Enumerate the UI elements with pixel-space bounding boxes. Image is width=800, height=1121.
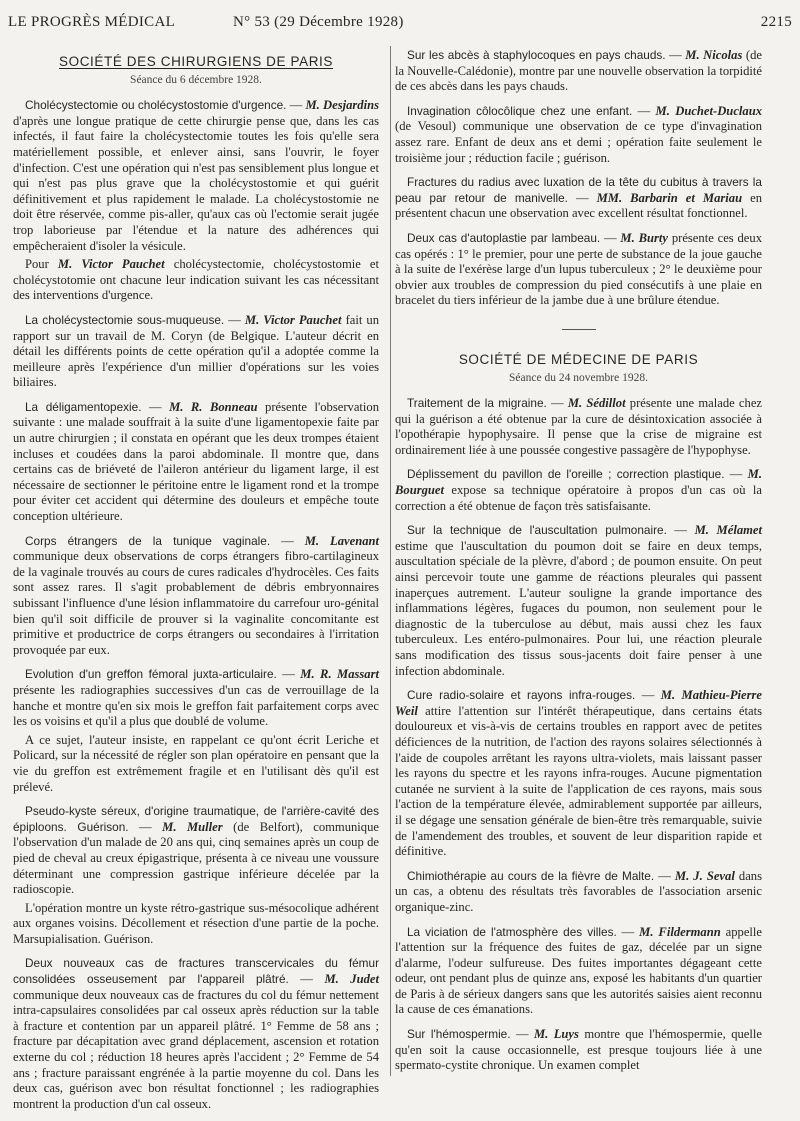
article-author: M. R. Massart	[300, 667, 380, 682]
page-header	[8, 14, 796, 34]
article-title: Chimiothérapie au cours de la fièvre de Malte.	[407, 868, 655, 883]
column-divider	[390, 46, 391, 1076]
section-separator	[562, 329, 596, 330]
article-title: Sur l'hémospermie.	[407, 1027, 511, 1042]
article-author: M. Desjardins	[305, 98, 380, 113]
article-text: d'après une longue pratique de cette chirurgie pense que, dans les cas infectés, il faut faire la cholécystectomie toutes les fois qu'elle sera matériellement possible, et enlever ainsi, sans l'ouvrir, le foyer d'infection. C'est une opération qui n'est pas sensiblement plus longue et qui n'est pas plus grave que la cholécystostomie et qui guérit définitivement et plus rapidement le malade. La cholécystostomie ne doit être réservée, comme pis-aller, qu'aux cas où l'ectomie serait jugée trop laborieuse par l'étendue et la nature des adhérences qui empêcheraient d'isoler la vésicule.	[13, 113, 379, 253]
article-title: Evolution d'un greffon fémoral juxta-articulaire.	[25, 667, 277, 682]
article: La viciation de l'atmosphère des villes. — M. Fildermann appelle l'attention sur la fréquence des fuites de gaz, décelée par un signe d'alarme, l'odeur sulfureuse. Des fuites importantes dégageant cette odeur, ont pendant plus de quinze ans, exposé les habitants d'un quartier de Paris à de sérieux dangers sans que les autorités saisies aient reconnu la cause de ces émanations.	[395, 924, 763, 1017]
article-title: Corps étrangers de la tunique vaginale.	[25, 533, 271, 548]
society-title: SOCIÉTÉ DES CHIRURGIENS DE PARIS	[59, 54, 333, 69]
article-text: montre que l'hémospermie, quelle qu'en soit la cause occasionnelle, est presque toujours liée à une spermato-cystite chronique. Un examen complet	[395, 1027, 762, 1073]
article-author: M. Luys	[533, 1027, 579, 1042]
article-text: en présentent chacun une observation avec excellent résultat fonctionnel.	[395, 190, 763, 221]
article-title: La cholécystectomie sous-muqueuse.	[25, 312, 225, 327]
article-text: (de Vesoul) communique une observation de ce type d'invagination assez rare. Enfant de deux ans et demi ; opération faite seulement le troisième jour ; réduction facile ; guérison.	[395, 119, 762, 165]
session-date: Séance du 6 décembre 1928.	[130, 73, 262, 86]
issue-info: N° 53 (29 Décembre 1928)	[233, 14, 404, 30]
article-continuation: L'opération montre un kyste rétro-gastrique sus-mésocolique adhérent aux organes voisins. Décollement et résection d'une partie de la poche. Marsupialisation. Guérison.	[13, 900, 379, 946]
article-author: M. Mélamet	[694, 523, 763, 538]
article-author: M. Judet	[324, 972, 379, 987]
article-text: communique deux nouveaux cas de fractures du col du fémur nettement intra-capsulaires consolidées par cal osseux après réduction sur la table à fracture et contention par un appareil plâtré. 1° Femme de 58 ans ; fracture par décapitation avec grand déplacement, ascension et rotation externe du col ; réduction 18 heures après l'accident ; 2° Femme de 54 ans ; fracture paraissant engrénée à la partie moyenne du col. Dans les deux cas, guérison avec bon résultat fonctionnel ; les radiographies montrent la production d'un cal osseux.	[13, 987, 379, 1111]
article-text: (de Belfort), communique l'observation d'un malade de 20 ans qui, cinq semaines après un coup de pied de cheval au creux épigastrique, présenta à ce niveau une voussure déterminant une compression gastrique inférieure décelée par la radioscopie.	[13, 819, 379, 897]
article-author: M. Fildermann	[639, 924, 721, 939]
article-author: M. Victor Pauchet	[57, 257, 165, 272]
society-title: SOCIÉTÉ DE MÉDECINE DE PARIS	[458, 351, 699, 367]
article: Déplissement du pavillon de l'oreille ; correction plastique. — M. Bourguet expose sa technique opératoire à propos d'un cas où la correction a été obtenue de façon très satisfaisante.	[395, 467, 763, 513]
article: Cholécystectomie ou cholécystostomie d'urgence. — M. Desjardins d'après une longue pratique de cette chirurgie pense que, dans les cas infectés, il faut faire la cholécystectomie toutes les fois qu'elle sera matériellement possible, et enlever ainsi, sans l'ouvrir, le foyer d'infection. C'est une opération qui n'est pas sensiblement plus longue et qui n'est pas plus grave que la cholécystostomie et qui guérit définitivement et plus rapidement le malade. La cholécystostomie ne doit être réservée, comme pis-aller, qu'aux cas où l'ectomie serait jugée trop laborieuse par l'étendue et la nature des adhérences qui empêcheraient d'isoler la vésicule.	[13, 98, 380, 253]
article-title: La déligamentopexie.	[25, 399, 142, 414]
article-text: (de la Nouvelle-Calédonie), montre par une nouvelle observation la torpidité de ces abcès dans les pays chauds.	[395, 48, 763, 94]
article-title: Cure radio-solaire et rayons infra-rouges.	[407, 688, 636, 703]
article: Pseudo-kyste séreux, d'origine traumatique, de l'arrière-cavité des épiploons. Guérison. — M. Muller (de Belfort), communique l'observation d'un malade de 20 ans qui, cinq semaines après un coup de pied de cheval au creux épigastrique, présenta à ce niveau une voussure déterminant une compression gastrique inférieure décelée par la radioscopie.	[13, 804, 379, 897]
article: Sur les abcès à staphylocoques en pays chauds. — M. Nicolas (de la Nouvelle-Calédonie), montre par une nouvelle observation la torpidité de ces abcès dans les pays chauds.	[395, 48, 763, 94]
article-text: présente l'observation suivante : une malade souffrait à la suite d'une ligamentopexie faite par un autre chirurgien ; il constata en opérant que les deux trompes étaient incluses et coudées dans la paroi abdominale. Il montre que, dans certains cas de briéveté de l'aileron antérieur du ligament large, il est nécessaire de sectionner le péritoine entre le ligament rond et la trompe pour éviter cet accident qui détermine des douleurs et empêche toute conception ultérieure.	[13, 399, 380, 524]
article: Fractures du radius avec luxation de la tête du cubitus à travers la peau par retour de manivelle. — MM. Barbarin et Mariau en présentent chacun une observation avec excellent résultat fonctionnel.	[395, 175, 763, 221]
article-author: M. Mathieu-Pierre Weil	[395, 688, 762, 718]
article-author: M. Sédillot	[567, 396, 626, 411]
article-author: M. Duchet-Duclaux	[655, 103, 763, 118]
article-text: estime que l'auscultation du poumon doit se faire en deux temps, auscultation spéciale de la plèvre, d'abord ; de poumon ensuite. On peut ainsi percevoir toute une gamme de réactions pleurales qui passent inaperçues autrement. L'auteur souligne la grande importance des inflammations légères, fugaces du poumon, non seulement pour le diagnostic de la tuberculose au début, mais aussi chez les faux tuberculeux. Les entéro-pulmonaires. Pour lui, une réaction pleurale sans modification des tissus sous-jacents doit faire penser à une infection abdominale.	[395, 538, 762, 678]
article-author: M. Burty	[620, 230, 668, 245]
page-number: 2215	[760, 14, 792, 30]
article-title: Sur la technique de l'auscultation pulmonaire.	[407, 523, 667, 538]
article-continuation	[13, 257, 379, 304]
article-text: cholécystectomie, cholécystostomie et cholécystotomie ont chacune leur indication suivant les cas nécessitant des interventions d'urgence.	[13, 257, 380, 303]
article-author: M. R. Bonneau	[169, 399, 258, 414]
article: Evolution d'un greffon fémoral juxta-articulaire. — M. R. Massart présente les radiographies successives d'un cas de verrouillage de la hanche et montre qu'en six mois le greffon fait parfaitement corps avec les os voisins et qu'il a plus que doublé de volume.	[13, 667, 380, 729]
article-title: Deux cas d'autoplastie par lambeau.	[407, 230, 601, 245]
session-date: Séance du 24 novembre 1928.	[509, 371, 648, 384]
article-title: Déplissement du pavillon de l'oreille ; correction plastique.	[407, 467, 725, 482]
article: Chimiothérapie au cours de la fièvre de Malte. — M. J. Seval dans un cas, a obtenu des résultats très favorables de l'association arsenic organique-zinc.	[395, 868, 762, 914]
article-text: fait un rapport sur un travail de M. Coryn (de Belgique. L'auteur décrit en détail les différents points de cette opération qu'il a adoptée comme la meilleure après l'expérience d'un millier d'opérations sur les voies biliaires.	[13, 312, 380, 390]
article: Sur la technique de l'auscultation pulmonaire. — M. Mélamet estime que l'auscultation du poumon doit se faire en deux temps, auscultation spéciale de la plèvre, d'abord ; de poumon ensuite. On peut ainsi percevoir toute une gamme de réactions pleurales qui passent inaperçues autrement. L'auteur souligne la grande importance des inflammations légères, fugaces du poumon, non seulement pour le diagnostic de la tuberculose au début, mais aussi chez les faux tuberculeux. Les entéro-pulmonaires. Pour lui, une réaction pleurale sans modification des tissus sous-jacents doit faire penser à une infection abdominale.	[395, 523, 763, 678]
article: Deux cas d'autoplastie par lambeau. — M. Burty présente ces deux cas opérés : 1° le premier, pour une perte de substance de la joue gauche à la suite de l'exérèse large d'un lupus tuberculeux ; 2° le deuxième pour obvier aux troubles de compression du pied consécutifs à une plaie en bracelet du tiers inférieur de la jambe due à une brûlure étendue.	[395, 230, 762, 308]
article-title: La viciation de l'atmosphère des villes.	[407, 924, 617, 939]
article: Invagination côlocôlique chez une enfant. — M. Duchet-Duclaux (de Vesoul) communique une observation de ce type d'invagination assez rare. Enfant de deux ans et demi ; opération faite seulement le troisième jour ; réduction facile ; guérison.	[395, 103, 763, 165]
article-text: attire l'attention sur l'intérêt thérapeutique, dans certains états douloureux et vis-à-vis de certains troubles en rapport avec de petites déficiences de la nutrition, de l'action des rayons solaires sélectionnés à l'aide de coupoles arrêtant les rayons ultra-violets, mais laissant passer les rayons du spectre et les rayons infra-rouges. Aucune pigmentation cutanée ne survient à la suite de l'application de ces rayons, mais sous l'action de la température élevée, admirablement supportée par ailleurs, il se dégage une sensation générale de bien-être très remarquable, suivie de l'amendement des troubles, et souvent de leur disparition rapide et définitive.	[395, 703, 762, 859]
article-text: expose sa technique opératoire à propos d'un cas où la correction a été obtenue de façon très satisfaisante.	[395, 483, 762, 513]
article-text: présente ces deux cas opérés : 1° le premier, pour une perte de substance de la joue gauche à la suite de l'exérèse large d'un lupus tuberculeux ; 2° le deuxième pour obvier aux troubles de compression du pied consécutifs à une plaie en bracelet du tiers inférieur de la jambe due à une brûlure étendue.	[395, 230, 762, 308]
text-lead: Pour	[25, 257, 49, 272]
article-title: Cholécystectomie ou cholécystostomie d'urgence.	[25, 98, 287, 113]
article: Sur l'hémospermie. — M. Luys montre que l'hémospermie, quelle qu'en soit la cause occasionnelle, est presque toujours liée à une spermato-cystite chronique. Un examen complet	[395, 1027, 762, 1073]
article-author: M. Lavenant	[304, 533, 380, 548]
article: La cholécystectomie sous-muqueuse. — M. Victor Pauchet fait un rapport sur un travail de M. Coryn (de Belgique. L'auteur décrit en détail les différents points de cette opération qu'il a adoptée comme la meilleure après l'expérience d'un millier d'opérations sur les voies biliaires.	[13, 312, 380, 390]
article-continuation: A ce sujet, l'auteur insiste, en rappelant ce qu'ont écrit Leriche et Policard, sur la nécessité de régler son plan opératoire en pensant que la vie du greffon est extrêmement fragile et en l'utilisant dès qu'il est prélevé.	[13, 732, 379, 794]
article-text: présente les radiographies successives d'un cas de verrouillage de la hanche et montre qu'en six mois le greffon fait parfaitement corps avec les os voisins et qu'il a plus que doublé de volume.	[13, 682, 379, 729]
article-title: Traitement de la migraine.	[407, 396, 547, 411]
left-column	[13, 48, 379, 1121]
article-title: Pseudo-kyste séreux, d'origine traumatique, de l'arrière-cavité des épiploons. Guérison.	[13, 804, 379, 834]
article-title: Fractures du radius avec luxation de la tête du cubitus à travers la peau par retour de manivelle.	[395, 175, 762, 205]
article: Deux nouveaux cas de fractures transcervicales du fémur consolidées osseusement par l'appareil plâtré. — M. Judet communique deux nouveaux cas de fractures du col du fémur nettement intra-capsulaires consolidées par cal osseux après réduction sur la table à fracture et contention par un appareil plâtré. 1° Femme de 58 ans ; fracture par décapitation avec grand déplacement, ascension et rotation externe du col ; réduction 18 heures après l'accident ; 2° Femme de 54 ans ; fracture paraissant engrénée à la partie moyenne du col. Dans les deux cas, guérison avec bon résultat fonctionnel ; les radiographies montrent la production d'un cal osseux.	[13, 956, 379, 1111]
article-title: Deux nouveaux cas de fractures transcervicales du fémur consolidées osseusement par l'appareil plâtré.	[13, 956, 379, 987]
article-title: Sur les abcès à staphylocoques en pays chauds.	[407, 48, 666, 62]
article-title: Invagination côlocôlique chez une enfant.	[407, 103, 633, 118]
article-author: M. Bourguet	[395, 467, 763, 498]
journal-title: LE PROGRÈS MÉDICAL	[8, 14, 176, 30]
right-column	[395, 48, 762, 1083]
article-author: MM. Barbarin et Mariau	[596, 190, 743, 205]
article: Corps étrangers de la tunique vaginale. — M. Lavenant communique deux observations de corps étrangers fibro-cartilagineux de la vaginale trouvés au cours de cures radicales d'hydrocèles. Ces faits sont assez rares. Il s'agit probablement de débris embryonnaires subissant l'influence d'une lésion inflammatoire du carrefour uro-génital bien qu'il soit difficile de prouver si la vaginalite concomitante est primitive et productrice de corps étrangers ou secondaires à l'irritation provoquée par eux.	[13, 533, 380, 657]
article-text: présente une malade chez qui la guérison a été obtenue par la cure de désintoxication associée à l'opothérapie hypophysaire. Il pense que la crise de migraine est ordinairement liée à une poussée congestive passagère de l'hypophyse.	[395, 396, 763, 457]
article: Cure radio-solaire et rayons infra-rouges. — M. Mathieu-Pierre Weil attire l'attention sur l'intérêt thérapeutique, dans certains états douloureux et vis-à-vis de certains troubles en rapport avec de petites déficiences de la nutrition, de l'action des rayons solaires sélectionnés à l'aide de coupoles arrêtant les rayons ultra-violets, mais laissant passer les rayons du spectre et les rayons infra-rouges. Aucune pigmentation cutanée ne survient à la suite de l'application de ces rayons, mais sous l'action de la température élevée, admirablement supportée par ailleurs, il se dégage une sensation générale de bien-être très remarquable, suivie de l'amendement des troubles, et souvent de leur disparition rapide et définitive.	[395, 688, 762, 859]
article: La déligamentopexie. — M. R. Bonneau présente l'observation suivante : une malade souffrait à la suite d'une ligamentopexie faite par un autre chirurgien ; il constata en opérant que les deux trompes étaient incluses et coudées dans la paroi abdominale. Il montre que, dans certains cas de briéveté de l'aileron antérieur du ligament large, il est nécessaire de sectionner le péritoine entre le ligament rond et la trompe pour éviter cet accident qui détermine des douleurs et empêche toute conception ultérieure.	[13, 399, 380, 524]
article-author: M. J. Seval	[674, 868, 735, 883]
article: Traitement de la migraine. — M. Sédillot présente une malade chez qui la guérison a été obtenue par la cure de désintoxication associée à l'opothérapie hypophysaire. Il pense que la crise de migraine est ordinairement liée à une poussée congestive passagère de l'hypophyse.	[395, 396, 763, 457]
article-text: appelle l'attention sur la fréquence des fuites de gaz, décelée par un signe d'alarme, l'odeur sulfureuse. Des fuites importantes dégageant cette odeur, ont pendant plus de quinze ans, exposé les habitants d'un quartier de Paris à de sérieux dangers sans que les autorités saisies aient reconnu la cause de ces émanations.	[395, 924, 763, 1017]
article-text: dans un cas, a obtenu des résultats très favorables de l'association arsenic organique-zinc.	[395, 868, 762, 914]
article-author: M. Muller	[162, 819, 223, 834]
article-text: communique deux observations de corps étrangers fibro-cartilagineux de la vaginale trouvés au cours de cures radicales d'hydrocèles. Ces faits sont assez rares. Il s'agit probablement de débris embryonnaires subissant l'influence d'une lésion inflammatoire du carrefour uro-génital bien qu'il soit difficile de prouver si la vaginalite concomitante est primitive et productrice de corps étrangers ou secondaires à l'irritation provoquée par eux.	[13, 549, 379, 657]
article-author: M. Nicolas	[685, 48, 743, 62]
article-author: M. Victor Pauchet	[244, 312, 342, 327]
